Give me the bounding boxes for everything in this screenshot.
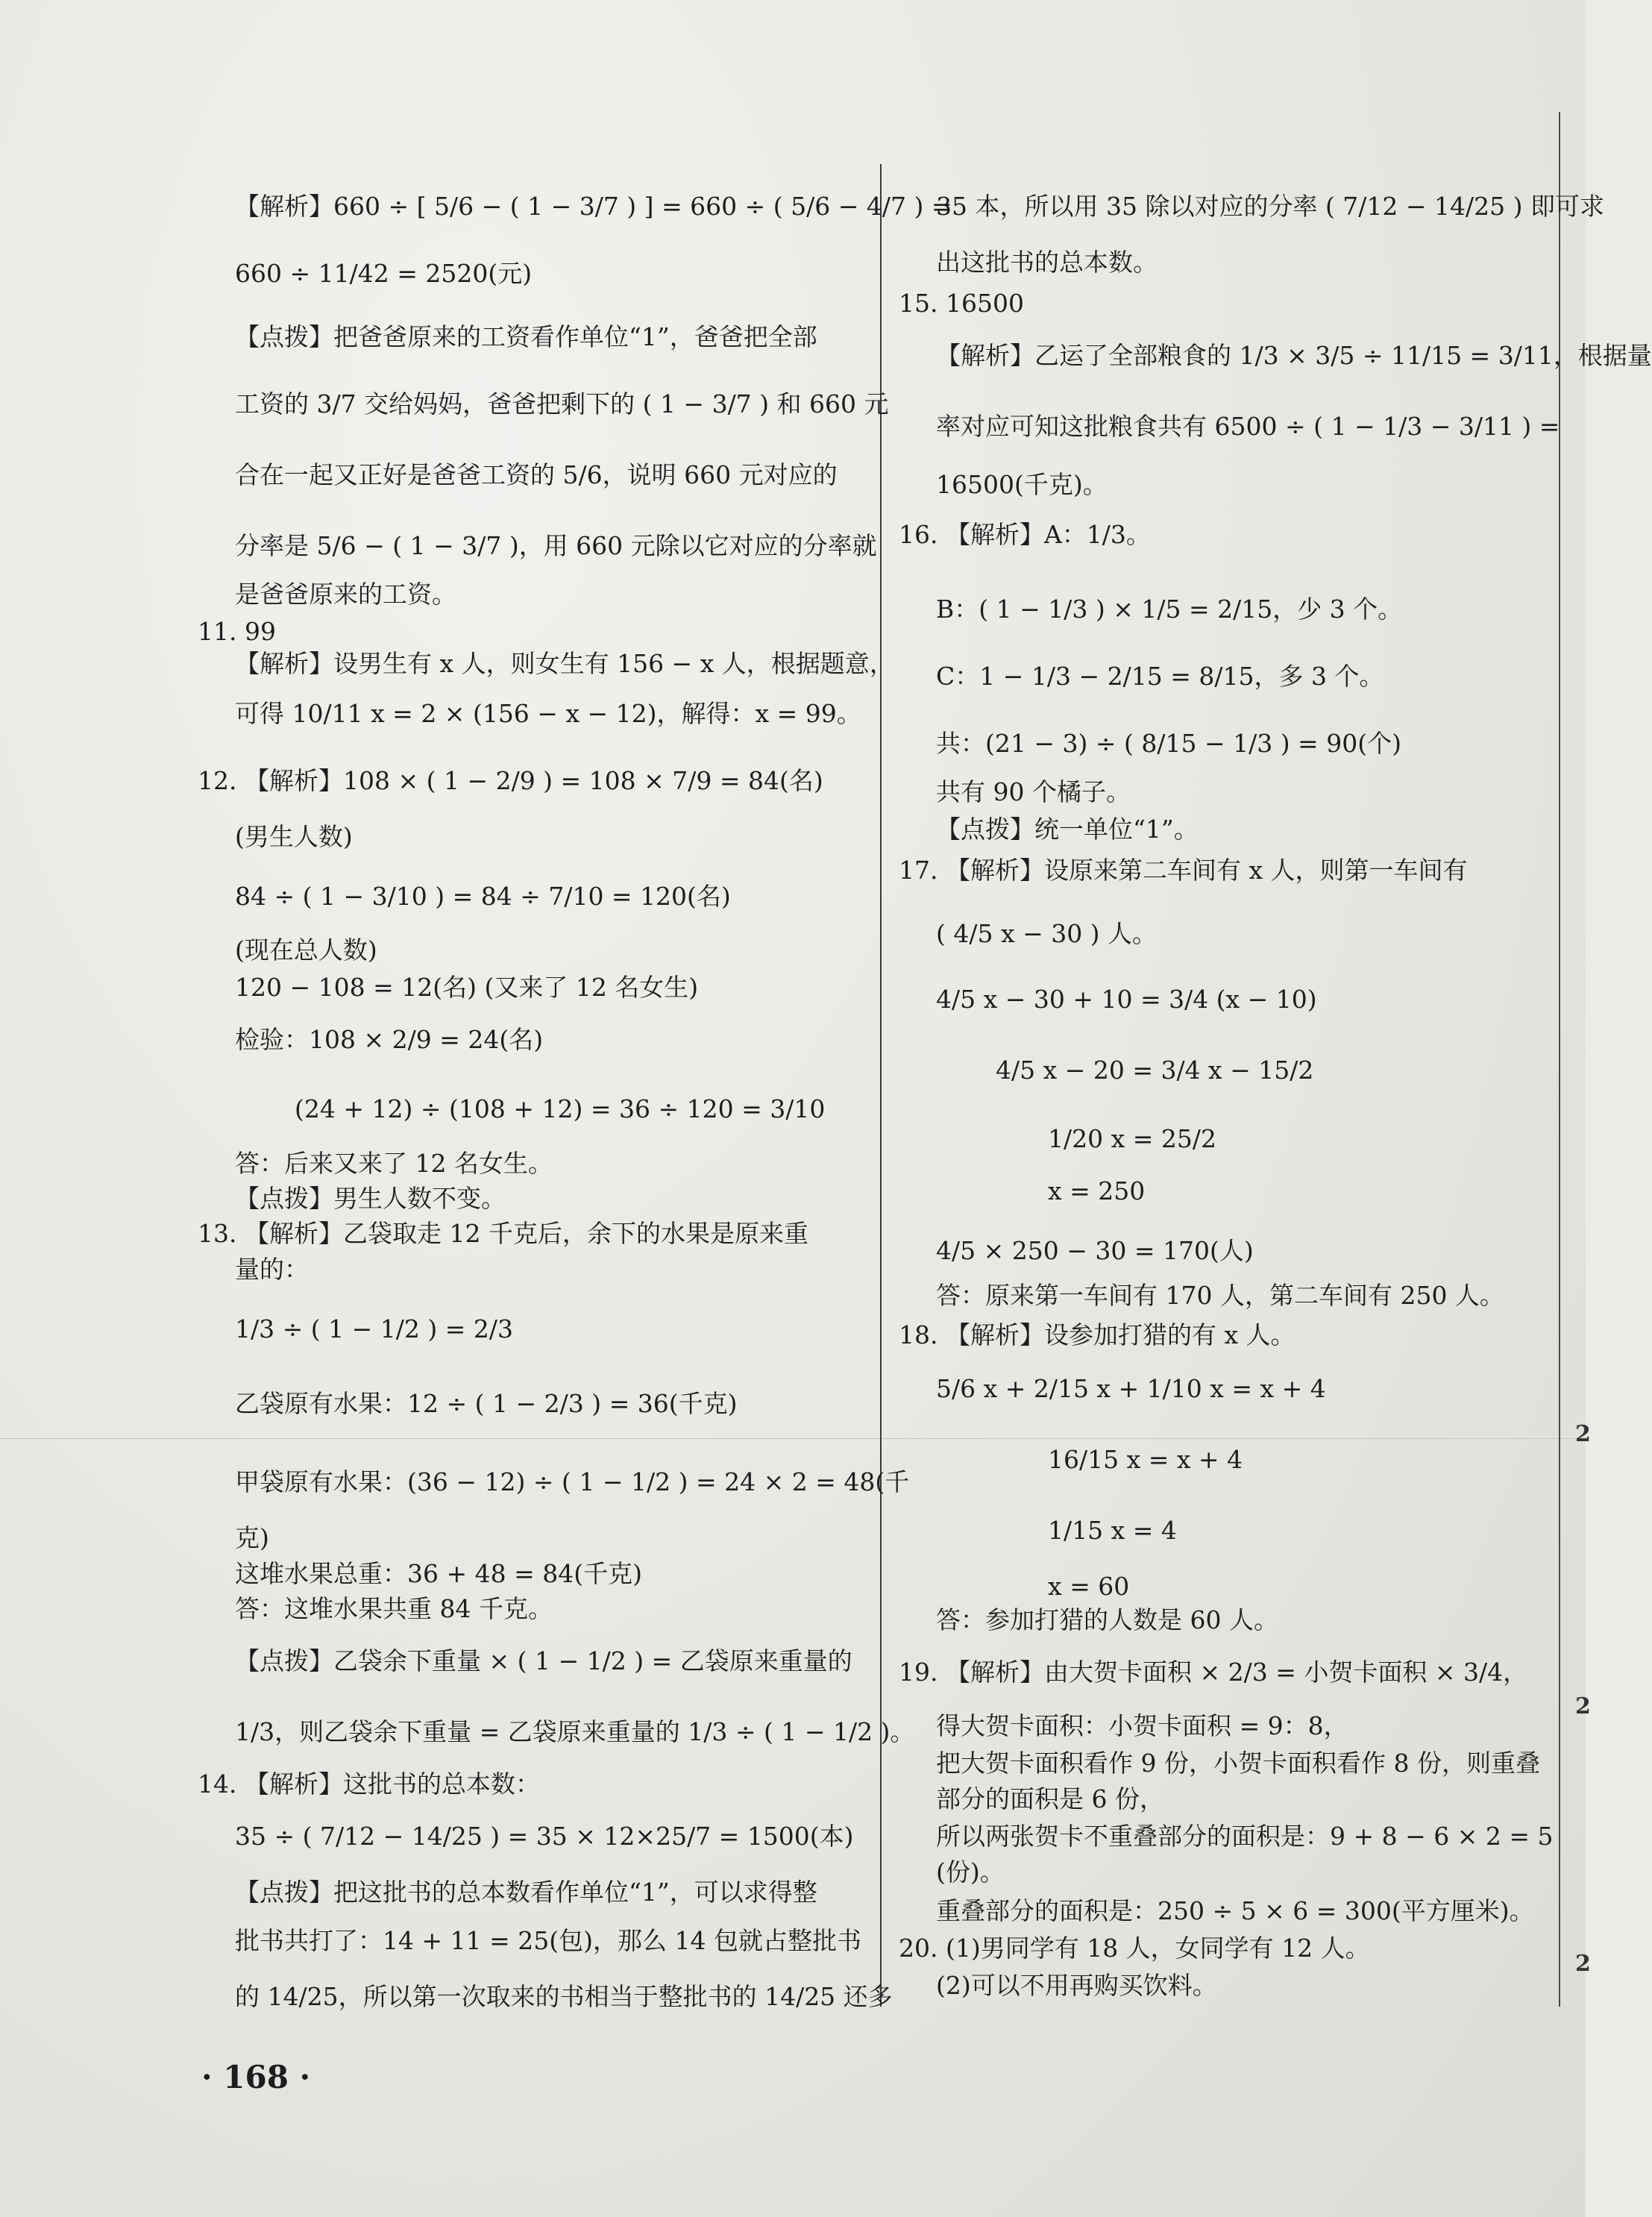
text-line: 工资的 3/7 交给妈妈，爸爸把剩下的 ( 1 − 3/7 ) 和 660 元 [235,389,889,418]
text-line: 20. (1)男同学有 18 人，女同学有 12 人。 [899,1934,1370,1963]
text-line: 答：这堆水果共重 84 千克。 [235,1594,553,1623]
text-line: 【点拨】统一单位“1”。 [936,815,1199,844]
text-line: 4/5 × 250 − 30 = 170(人) [936,1236,1254,1265]
text-line: 批书共打了：14 + 11 = 25(包)，那么 14 包就占整批书 [235,1926,861,1955]
text-line: (男生人数) [235,822,353,851]
text-line: 答：原来第一车间有 170 人，第二车间有 250 人。 [936,1281,1504,1310]
right-column [899,0,1652,2217]
text-line: 15. 16500 [899,289,1024,318]
text-line: 13. 【解析】乙袋取走 12 千克后，余下的水果是原来重 [198,1219,808,1248]
text-line: 率对应可知这批粮食共有 6500 ÷ ( 1 − 1/3 − 3/11 ) = [936,412,1560,441]
text-line: 共：(21 − 3) ÷ ( 8/15 − 1/3 ) = 90(个) [936,729,1401,758]
text-line: 共有 90 个橘子。 [936,777,1131,806]
text-line: 答：参加打猎的人数是 60 人。 [936,1605,1278,1634]
text-line: 【解析】乙运了全部粮食的 1/3 × 3/5 ÷ 11/15 = 3/11，根据量 [936,341,1652,370]
edge-mark: 2 [1575,1421,1591,1447]
text-line: (2)可以不用再购买饮料。 [936,1971,1217,2000]
edge-mark: 2 [1575,1951,1591,1977]
text-line: ( 4/5 x − 30 ) 人。 [936,919,1158,948]
text-line: 16500(千克)。 [936,470,1108,499]
text-line: 11. 99 [198,617,276,646]
text-line: 12. 【解析】108 × ( 1 − 2/9 ) = 108 × 7/9 = 84(名) [198,766,823,795]
text-line: 重叠部分的面积是：250 ÷ 5 × 6 = 300(平方厘米)。 [936,1896,1534,1925]
text-line: x = 250 [1048,1176,1146,1205]
text-line: 答：后来又来了 12 名女生。 [235,1149,553,1178]
text-line: 把大贺卡面积看作 9 份，小贺卡面积看作 8 份，则重叠 [936,1749,1540,1778]
text-line: 乙袋原有水果：12 ÷ ( 1 − 2/3 ) = 36(千克) [235,1389,738,1418]
text-line: 16. 【解析】A：1/3。 [899,520,1151,549]
text-line: 1/3，则乙袋余下重量 = 乙袋原来重量的 1/3 ÷ ( 1 − 1/2 )。 [235,1717,915,1746]
text-line: 1/15 x = 4 [1048,1516,1177,1545]
text-line: 出这批书的总本数。 [936,248,1158,277]
text-line: 可得 10/11 x = 2 × (156 − x − 12)，解得：x = 99。 [235,699,861,728]
text-line: x = 60 [1048,1572,1130,1601]
text-line: 17. 【解析】设原来第二车间有 x 人，则第一车间有 [899,856,1468,885]
text-line: 35 本，所以用 35 除以对应的分率 ( 7/12 − 14/25 ) 即可求 [936,192,1604,221]
text-line: 35 ÷ ( 7/12 − 14/25 ) = 35 × 12×25/7 = 1500(本) [235,1822,854,1851]
text-line: 【点拨】把这批书的总本数看作单位“1”，可以求得整 [235,1878,817,1907]
page-number: · 168 · [201,2059,311,2095]
text-line: 16/15 x = x + 4 [1048,1445,1243,1474]
text-line: 18. 【解析】设参加打猎的有 x 人。 [899,1320,1295,1349]
text-line: 【点拨】男生人数不变。 [235,1184,506,1213]
text-line: 19. 【解析】由大贺卡面积 × 2/3 = 小贺卡面积 × 3/4， [899,1658,1528,1687]
text-line: 660 ÷ 11/42 = 2520(元) [235,259,533,288]
text-line: 5/6 x + 2/15 x + 1/10 x = x + 4 [936,1374,1326,1403]
text-line: 84 ÷ ( 1 − 3/10 ) = 84 ÷ 7/10 = 120(名) [235,882,731,911]
text-line: 1/3 ÷ ( 1 − 1/2 ) = 2/3 [235,1314,513,1343]
text-line: 【解析】660 ÷ [ 5/6 − ( 1 − 3/7 ) ] = 660 ÷ ( 5/6 − 4/7 ) = [235,192,952,221]
text-line: (现在总人数) [235,935,377,965]
text-line: 甲袋原有水果：(36 − 12) ÷ ( 1 − 1/2 ) = 24 × 2 = 48(千 [235,1467,910,1496]
text-line: 分率是 5/6 − ( 1 − 3/7 )，用 660 元除以它对应的分率就 [235,531,877,560]
text-line: 这堆水果总重：36 + 48 = 84(千克) [235,1559,642,1588]
text-line: 4/5 x − 20 = 3/4 x − 15/2 [996,1056,1314,1085]
text-line: 【点拨】把爸爸原来的工资看作单位“1”，爸爸把全部 [235,322,817,351]
text-line: C：1 − 1/3 − 2/15 = 8/15，多 3 个。 [936,662,1384,691]
text-line: 所以两张贺卡不重叠部分的面积是：9 + 8 − 6 × 2 = 5 [936,1822,1554,1851]
text-line: 4/5 x − 30 + 10 = 3/4 (x − 10) [936,985,1317,1014]
text-line: (份)。 [936,1857,1005,1887]
text-line: (24 + 12) ÷ (108 + 12) = 36 ÷ 120 = 3/10 [295,1094,826,1123]
text-line: 120 − 108 = 12(名) (又来了 12 名女生) [235,973,699,1002]
text-line: 合在一起又正好是爸爸工资的 5/6，说明 660 元对应的 [235,460,838,489]
text-line: 得大贺卡面积：小贺卡面积 = 9：8， [936,1711,1348,1740]
text-line: 检验：108 × 2/9 = 24(名) [235,1025,544,1054]
edge-mark: 2 [1575,1693,1591,1719]
text-line: 【点拨】乙袋余下重量 × ( 1 − 1/2 ) = 乙袋原来重量的 [235,1646,852,1675]
text-line: 部分的面积是 6 份， [936,1784,1164,1813]
text-line: 克) [235,1523,269,1552]
text-line: 14. 【解析】这批书的总本数： [198,1769,540,1799]
text-line: 1/20 x = 25/2 [1048,1124,1216,1153]
text-line: 的 14/25，所以第一次取来的书相当于整批书的 14/25 还多 [235,1982,893,2011]
left-column [198,0,952,2217]
text-line: 是爸爸原来的工资。 [235,580,456,609]
text-line: 【解析】设男生有 x 人，则女生有 156 − x 人，根据题意， [235,649,894,678]
text-line: 量的： [235,1255,309,1284]
text-line: B：( 1 − 1/3 ) × 1/5 = 2/15，少 3 个。 [936,595,1403,624]
